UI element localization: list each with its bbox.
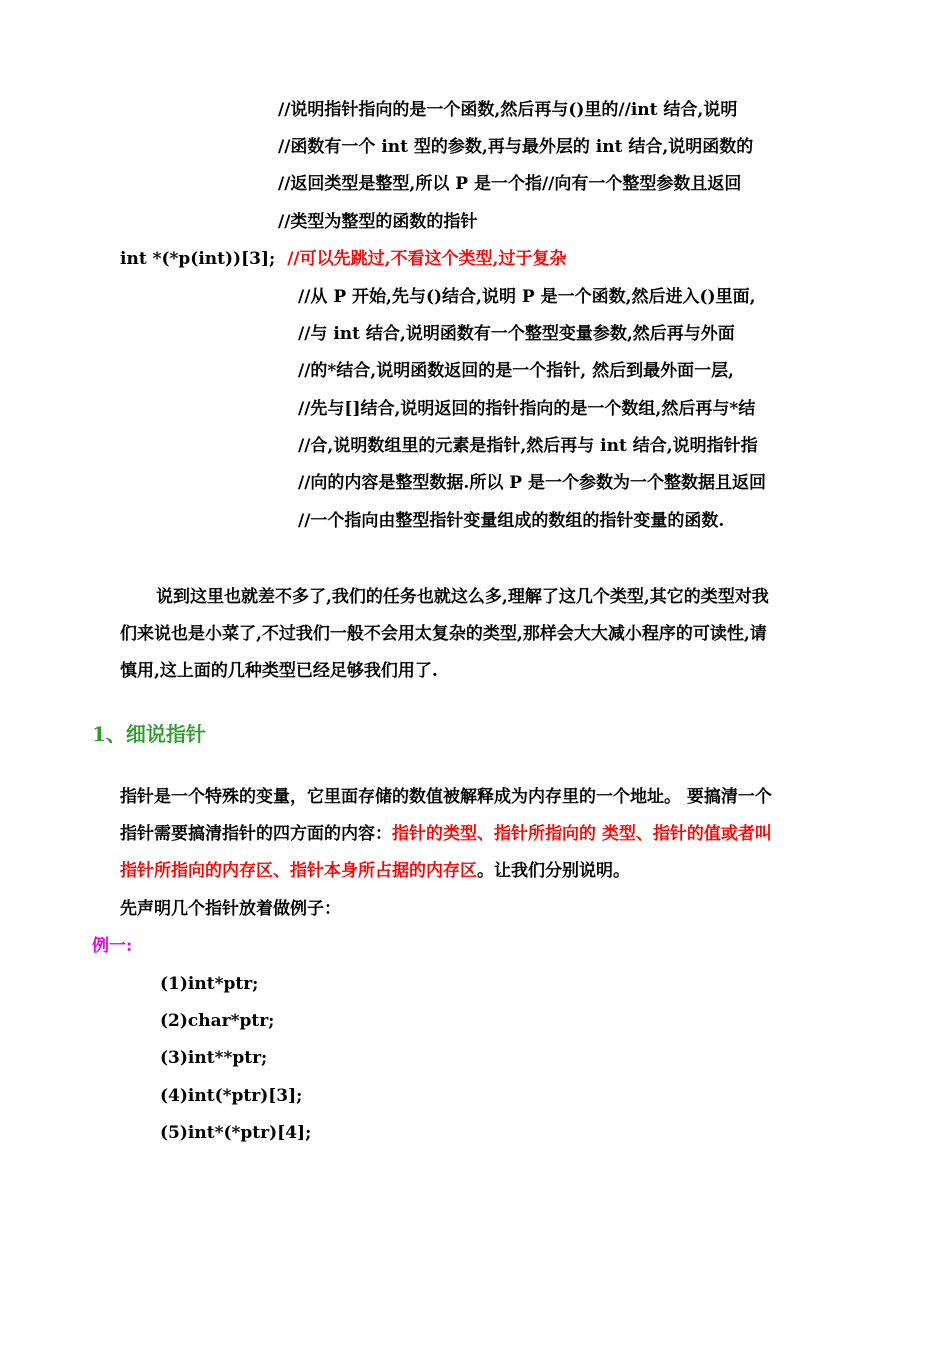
code-comment-line: //说明指针指向的是一个函数,然后再与()里的//int 结合,说明 <box>278 100 738 120</box>
code-comment-line: //向的内容是整型数据.所以 P 是一个参数为一个整数据且返回 <box>298 473 766 493</box>
code-comment-line: //返回类型是整型,所以 P 是一个指//向有一个整型参数且返回 <box>278 174 742 194</box>
intro-line: 先声明几个指针放着做例子： <box>120 899 341 919</box>
example-item: (3)int**ptr; <box>160 1048 268 1068</box>
example-label: 例一: <box>92 936 133 956</box>
example-item: (4)int(*ptr)[3]; <box>160 1086 303 1106</box>
code-declaration: int *(*p(int))[3]; <box>120 249 276 269</box>
intro-line: 指针是一个特殊的变量，它里面存储的数值被解释成为内存里的一个地址。 要搞清一个 <box>120 787 772 807</box>
summary-paragraph-line: 们来说也是小菜了,不过我们一般不会用太复杂的类型,那样会大大减小程序的可读性,请 <box>120 624 767 644</box>
code-comment-line: //一个指向由整型指针变量组成的数组的指针变量的函数. <box>298 511 725 531</box>
intro-text: 。让我们分别说明。 <box>477 861 630 881</box>
code-comment-line: //先与[]结合,说明返回的指针指向的是一个数组,然后再与*结 <box>298 399 756 419</box>
example-item: (2)char*ptr; <box>160 1011 275 1031</box>
intro-line <box>120 860 630 882</box>
summary-paragraph-line: 说到这里也就差不多了,我们的任务也就这么多,理解了这几个类型,其它的类型对我 <box>156 587 769 607</box>
summary-paragraph-line: 慎用,这上面的几种类型已经足够我们用了. <box>120 661 438 681</box>
code-comment-line: //的*结合,说明函数返回的是一个指针, 然后到最外面一层, <box>298 361 734 381</box>
example-item: (1)int*ptr; <box>160 974 259 994</box>
code-declaration-line <box>120 248 566 270</box>
intro-highlight: 指针所指向的内存区、指针本身所占据的内存区 <box>120 861 477 881</box>
intro-highlight: 指针的类型、指针所指向的 类型、指针的值或者叫 <box>392 824 772 844</box>
example-item: (5)int*(*ptr)[4]; <box>160 1123 312 1143</box>
code-comment-line: //从 P 开始,先与()结合,说明 P 是一个函数,然后进入()里面, <box>298 287 756 307</box>
code-comment-line: //合,说明数组里的元素是指针,然后再与 int 结合,说明指针指 <box>298 436 758 456</box>
intro-line <box>120 823 772 845</box>
code-comment-line: //函数有一个 int 型的参数,再与最外层的 int 结合,说明函数的 <box>278 137 754 157</box>
code-remark: //可以先跳过,不看这个类型,过于复杂 <box>287 249 567 269</box>
code-comment-line: //与 int 结合,说明函数有一个整型变量参数,然后再与外面 <box>298 324 735 344</box>
intro-text: 指针需要搞清指针的四方面的内容： <box>120 824 392 844</box>
section-heading: 1、细说指针 <box>92 722 206 746</box>
code-comment-line: //类型为整型的函数的指针 <box>278 212 478 232</box>
